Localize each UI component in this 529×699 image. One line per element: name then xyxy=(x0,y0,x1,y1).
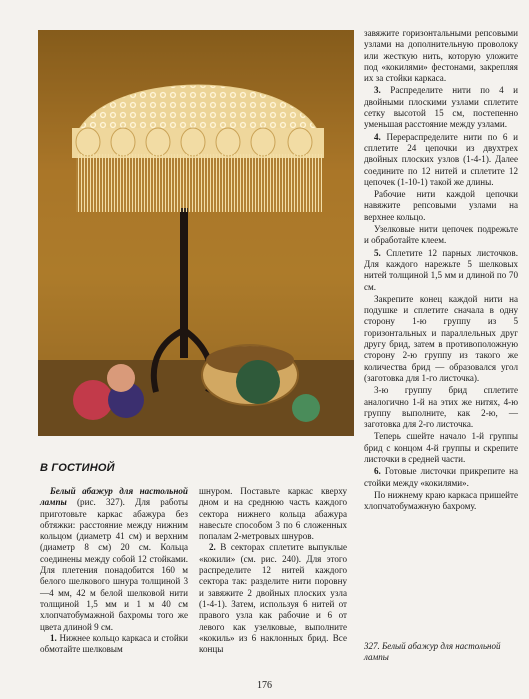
lamp-photo xyxy=(38,30,354,436)
figure-caption: 327. Белый абажур для настольной лампы xyxy=(364,641,501,662)
paragraph: 3-ю группу брид сплетите аналогично 1-й на этих же нитях, 4-ю группу выполните, как 2-ю, — заготовка для 2-го листочка. xyxy=(364,385,518,430)
paragraph: По нижнему краю каркаса пришейте хлопчатобумажную бахрому. xyxy=(364,489,518,512)
step-5: 5. Сплетите 12 парных листочков. Для каждого нарежьте 5 шелковых нитей толщиной 1,5 мм и длиной по 70 см. xyxy=(364,247,518,292)
right-column-text xyxy=(364,28,518,513)
paragraph: завяжите горизонтальными репсовыми узлами на дополнительную проволоку или жесткую нить, которую уложите под «кокилями» фестонами, закрепляя их за стойки каркаса. xyxy=(364,28,518,84)
step-3: 3. Распределите нити по 4 и двойными плоскими узлами сплетите сетку высотой 15 см, постепенно уменьшая расстояние между узлами. xyxy=(364,85,518,130)
lamp-illustration xyxy=(38,30,354,436)
step-2: 2. В секторах сплетите выпуклые «кокили» (см. рис. 240). Для этого распределите 12 нитей каждого сектора так: разделите нити поровну и завяжите 2 двойных плоских узла (1-4-1). Затем, используя 6 нитей от правого узла как рабочие и 6 от левого как узелковые, выполните «кокиль» из 6 наклонных брид. Все концы xyxy=(199,542,347,655)
paragraph: Теперь сшейте начало 1-й группы брид с концом 4-й группы и скрепите листочки в средней части. xyxy=(364,431,518,464)
paragraph: Узелковые нити цепочек подрежьте и обработайте клеем. xyxy=(364,224,518,246)
section-heading: В ГОСТИНОЙ xyxy=(40,462,115,474)
column-1-text xyxy=(40,486,188,655)
paragraph: Закрепите конец каждой нити на подушке и сплетите сначала в одну сторону 1-ю группу из 5 горизонтальных и параллельных друг другу брид, затем в противоположную сторону 2-ю группу из такого же количества брид — образовался угол (заготовка для 1-го листочка). xyxy=(364,293,518,383)
page-number: 176 xyxy=(257,680,272,691)
step-4: 4. Перераспределите нити по 6 и сплетите 24 цепочки из двухтрех двойных плоских узлов (1-4-1). Далее соедините по 12 нитей и сплетите 12 цепочек (1-10-1) такой же длины. xyxy=(364,131,518,187)
column-2-text xyxy=(199,486,347,655)
intro-paragraph: Белый абажур для настольной лампы (рис. 327). Для работы приготовьте каркас абажура без обтяжки: расстояние между нижним кольцом (диаметр 41 см) и верхним (диаметр 8 см) 20 см. Кольца соединены между собой 12 стойками. Для плетения понадобится 160 м белого шелкового шнура толщиной 3—4 мм, 42 м белой шелковой нити толщиной 1,5 мм и 1 м 40 см хлопчатобумажной бахромы того же цвета длиной 9 см. xyxy=(40,486,188,632)
step-1: 1. Нижнее кольцо каркаса и стойки обмотайте шелковым xyxy=(40,632,188,655)
paragraph: шнуром. Поставьте каркас кверху дном и на среднюю часть каждого сектора нижнего кольца абажура навесьте способом 3 по 6 сложенных попалам 2-метровых шнуров. xyxy=(199,486,347,542)
paragraph: Рабочие нити каждой цепочки навяжите репсовыми узлами на верхнее кольцо. xyxy=(364,189,518,222)
step-6: 6. Готовые листочки прикрепите на стойки между «кокилями». xyxy=(364,466,518,488)
